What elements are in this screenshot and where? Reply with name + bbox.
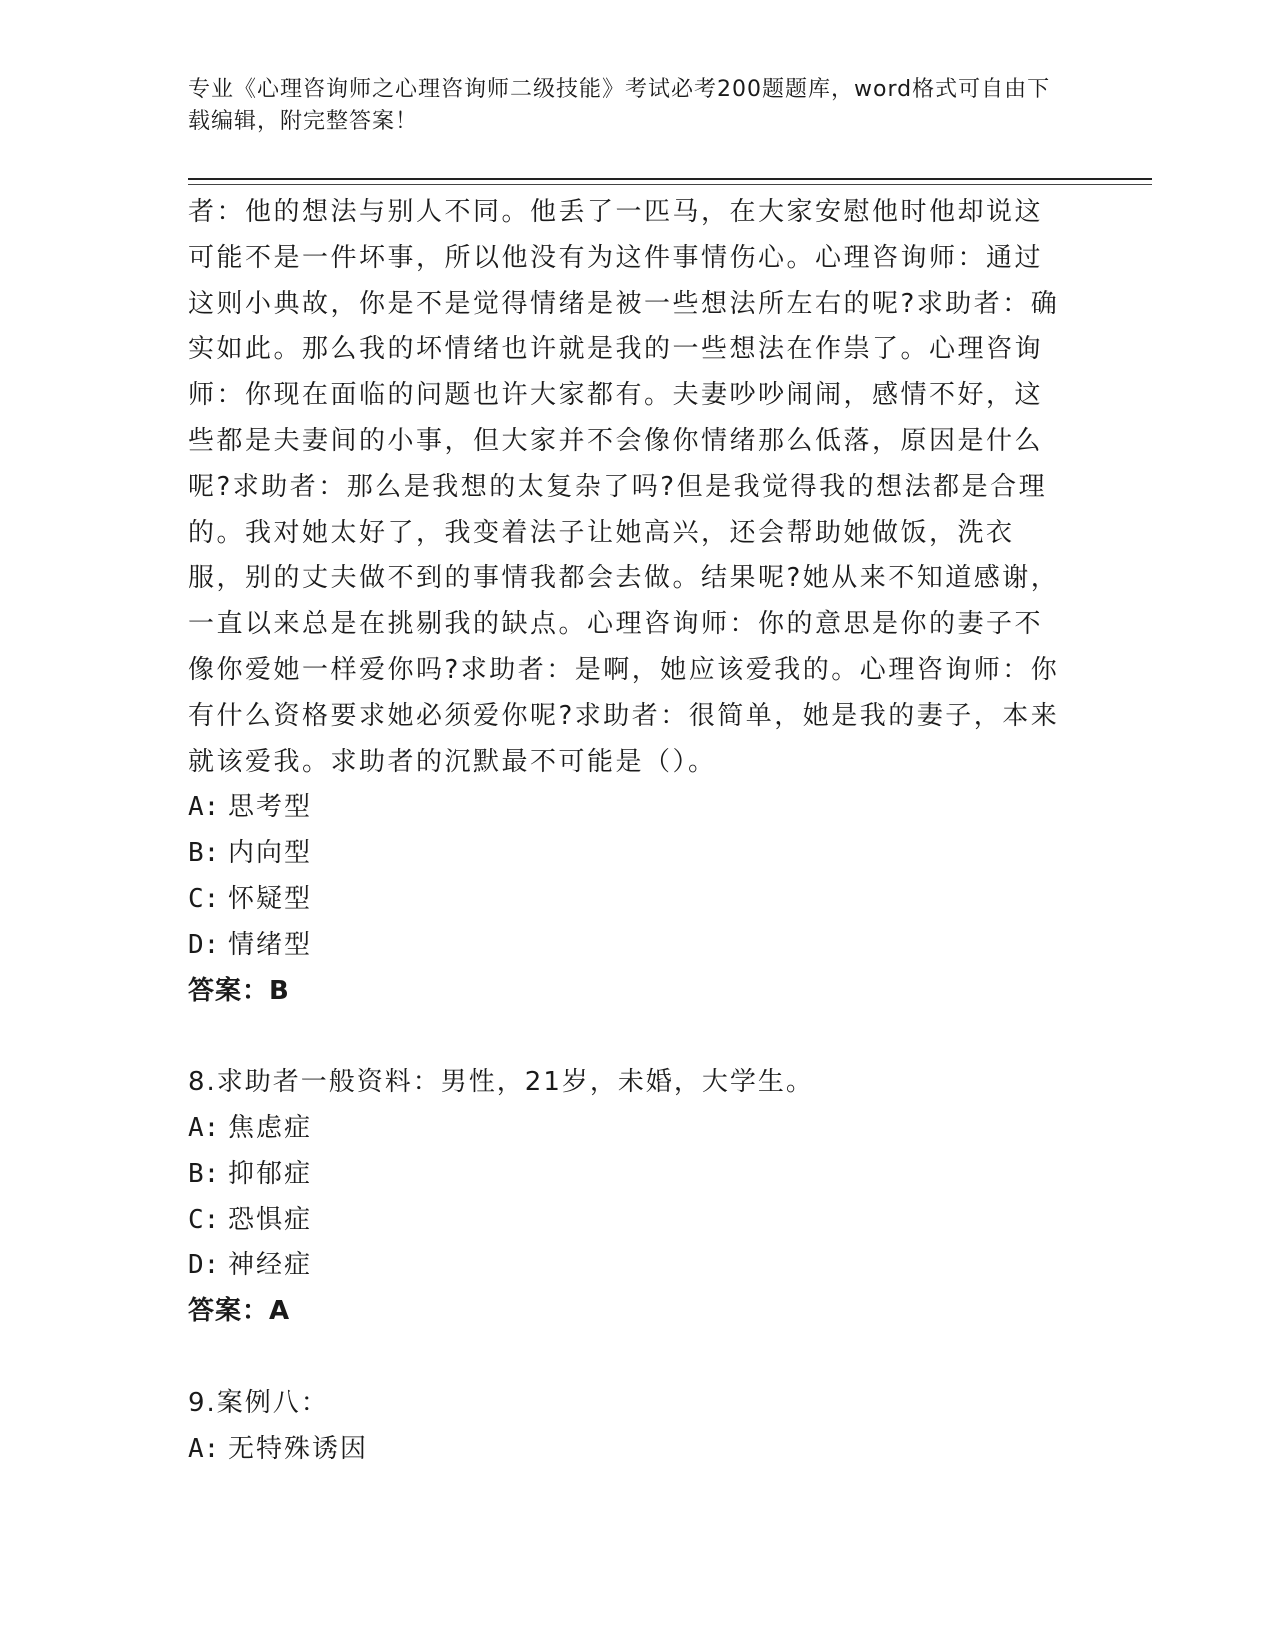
- question-7-option-c: [188, 877, 1068, 923]
- option-key: C:: [188, 883, 220, 914]
- option-text: 恐惧症: [228, 1204, 313, 1235]
- option-text: 神经症: [228, 1250, 313, 1281]
- header-divider-thin: [188, 184, 1152, 185]
- option-key: D:: [188, 1250, 220, 1281]
- option-text: 抑郁症: [228, 1158, 313, 1189]
- spacer: [188, 1014, 1068, 1060]
- question-8-option-a: [188, 1106, 1068, 1152]
- question-8-option-b: [188, 1152, 1068, 1198]
- question-7-stem: 者：他的想法与别人不同。他丢了一匹马，在大家安慰他时他却说这可能不是一件坏事，所以他没有为这件事情伤心。心理咨询师：通过这则小典故，你是不是觉得情绪是被一些想法所左右的呢?求助者：确实如此。那么我的坏情绪也许就是我的一些想法在作祟了。心理咨询师：你现在面临的问题也许大家都有。夫妻吵吵闹闹，感情不好，这些都是夫妻间的小事，但大家并不会像你情绪那么低落，原因是什么呢?求助者：那么是我想的太复杂了吗?但是我觉得我的想法都是合理的。我对她太好了，我变着法子让她高兴，还会帮助她做饭，洗衣服，别的丈夫做不到的事情我都会去做。结果呢?她从来不知道感谢，一直以来总是在挑剔我的缺点。心理咨询师：你的意思是你的妻子不像你爱她一样爱你吗?求助者：是啊，她应该爱我的。心理咨询师：你有什么资格要求她必须爱你呢?求助者：很简单，她是我的妻子，本来就该爱我。求助者的沉默最不可能是（）。: [188, 197, 1060, 777]
- option-key: A:: [188, 792, 220, 823]
- question-8-title: 8.求助者一般资料：男性，21岁，未婚，大学生。: [188, 1067, 814, 1098]
- question-8-option-c: [188, 1198, 1068, 1244]
- option-key: A:: [188, 1112, 220, 1143]
- option-key: D:: [188, 929, 220, 960]
- option-text: 焦虑症: [228, 1112, 313, 1143]
- option-text: 思考型: [228, 792, 313, 823]
- question-9-title: 9.案例八：: [188, 1387, 329, 1418]
- option-key: A:: [188, 1433, 220, 1464]
- question-7-option-b: [188, 831, 1068, 877]
- option-text: 怀疑型: [228, 883, 313, 914]
- option-key: B:: [188, 1158, 220, 1189]
- question-7-option-a: [188, 785, 1068, 831]
- option-text: 无特殊诱因: [228, 1433, 369, 1464]
- question-7-option-d: [188, 923, 1068, 969]
- question-8-answer: 答案：A: [188, 1296, 291, 1327]
- header-divider-thick: [188, 178, 1152, 180]
- question-8-option-d: [188, 1243, 1068, 1289]
- question-7-answer: 答案：B: [188, 975, 290, 1006]
- document-header: 专业《心理咨询师之心理咨询师二级技能》考试必考200题题库，word格式可自由下载编辑，附完整答案！: [188, 77, 1051, 134]
- option-key: C:: [188, 1204, 220, 1235]
- question-9-option-a: [188, 1427, 1068, 1473]
- option-text: 情绪型: [228, 929, 313, 960]
- option-key: B:: [188, 838, 220, 869]
- option-text: 内向型: [228, 838, 313, 869]
- spacer: [188, 1335, 1068, 1381]
- document-body: [188, 190, 1068, 1472]
